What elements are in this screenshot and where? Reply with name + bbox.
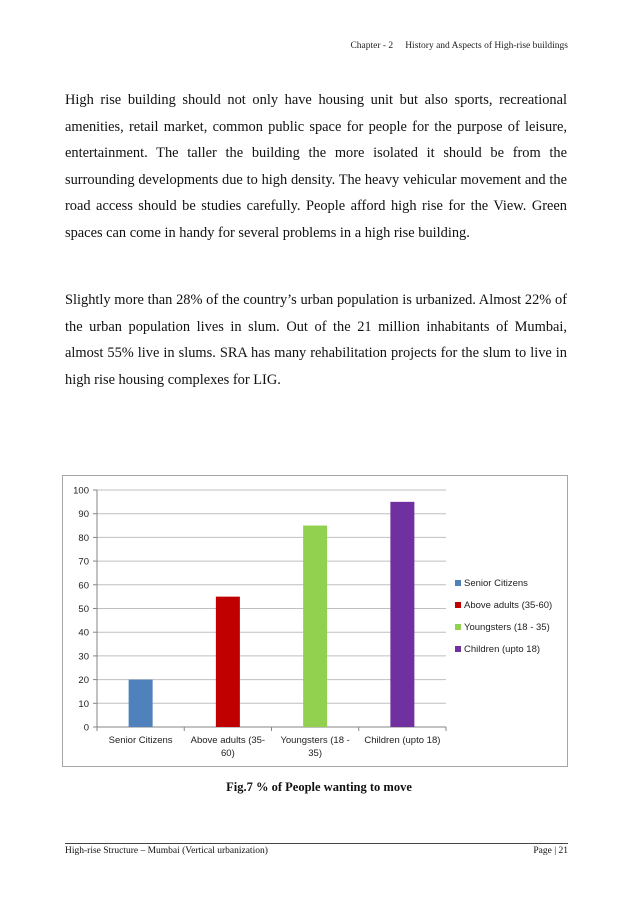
header-title: History and Aspects of High-rise buildings: [405, 41, 568, 51]
bar: [129, 680, 153, 727]
x-tick-label: 60): [221, 748, 235, 759]
y-tick-label: 20: [78, 675, 89, 687]
page-footer: [65, 843, 568, 856]
legend-label: Youngsters (18 - 35): [464, 622, 550, 633]
y-tick-label: 10: [78, 698, 89, 710]
running-header: [350, 41, 568, 51]
bar: [216, 597, 240, 727]
legend-swatch: [455, 602, 461, 608]
bar: [390, 502, 414, 727]
y-tick-label: 60: [78, 580, 89, 592]
page-number: Page | 21: [533, 846, 568, 856]
body-paragraph-2: Slightly more than 28% of the country’s urban population is urbanized. Almost 22% of the urban population lives in slum. Out of the 21 million inhabitants of Mumbai, almost 55% live in slums. SRA has many rehabilitation projects for the slum to live in high rise housing complexes for LIG.: [65, 292, 567, 388]
legend-label: Senior Citizens: [464, 578, 528, 589]
chart-frame: [62, 475, 568, 767]
y-tick-label: 90: [78, 509, 89, 521]
bar: [303, 526, 327, 727]
y-tick-label: 30: [78, 651, 89, 663]
x-tick-label: 35): [308, 748, 322, 759]
y-tick-label: 40: [78, 627, 89, 639]
x-tick-label: Children (upto 18): [364, 735, 441, 746]
y-tick-label: 80: [78, 532, 89, 544]
header-chapter: Chapter - 2: [350, 41, 394, 51]
figure-caption: Fig.7 % of People wanting to move: [226, 780, 412, 794]
legend-swatch: [455, 580, 461, 586]
footer-title: High-rise Structure – Mumbai (Vertical urbanization): [65, 846, 268, 856]
body-paragraph-1: High rise building should not only have housing unit but also sports, recreational amenities, retail market, common public space for people for the purpose of leisure, entertainment. The taller the building the more isolated it should be from the surrounding developments due to high density. The heavy vehicular movement and the road access should be studies carefully. People afford high rise for the View. Green spaces can come in handy for several problems in a high rise building.: [65, 92, 567, 241]
y-tick-label: 70: [78, 556, 89, 568]
x-tick-label: Above adults (35-: [190, 735, 266, 746]
x-tick-label: Youngsters (18 -: [280, 735, 350, 746]
y-tick-label: 50: [78, 604, 89, 615]
legend-swatch: [455, 646, 461, 652]
bar-chart: [63, 476, 567, 766]
x-tick-label: Senior Citizens: [108, 735, 173, 746]
y-tick-label: 100: [73, 485, 89, 497]
y-tick-label: 0: [83, 722, 89, 734]
legend-label: Above adults (35-60): [464, 600, 553, 611]
legend-label: Children (upto 18): [464, 644, 541, 655]
legend-swatch: [455, 624, 461, 630]
